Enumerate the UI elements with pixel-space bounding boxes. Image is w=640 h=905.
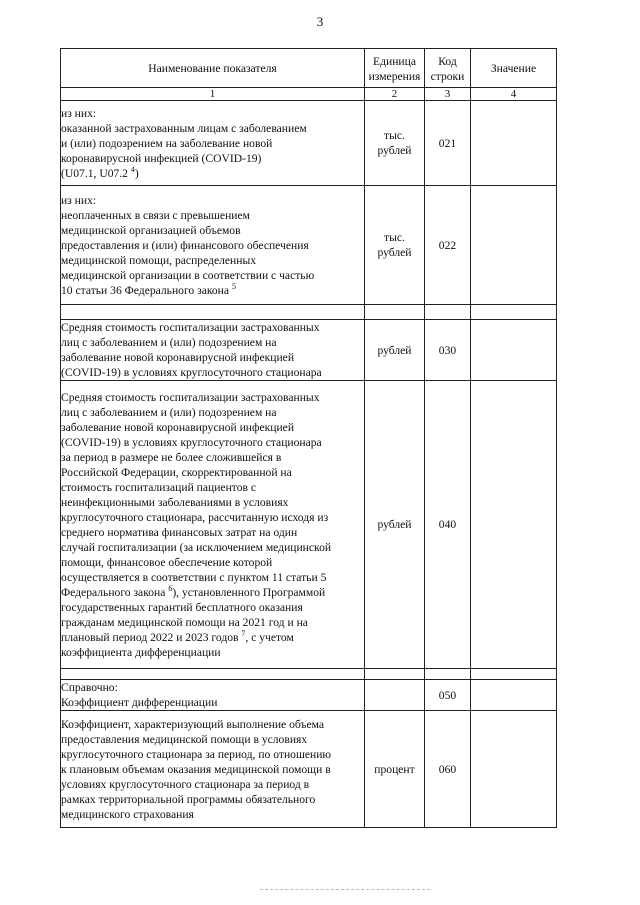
table-row-050 (61, 680, 557, 711)
indicator-line: коронавирусной инфекцией (COVID-19) (61, 151, 262, 165)
indicator-line (61, 283, 364, 298)
indicator-text: 10 статьи 36 Федерального закона (61, 283, 230, 297)
indicator-line: коэффициента дифференциации (61, 645, 221, 659)
row-code: 060 (425, 711, 471, 828)
indicator-text: плановый период 2022 и 2023 годов (61, 630, 239, 644)
table-row-030 (61, 320, 557, 381)
row-code: 022 (425, 186, 471, 305)
empty-cell (61, 305, 365, 320)
indicator-line (61, 585, 364, 600)
page-number: 3 (316, 14, 324, 29)
indicator-line: из них: (61, 106, 97, 120)
value-cell[interactable] (471, 680, 557, 711)
indicator-line: неоплаченных в связи с превышением (61, 208, 250, 222)
indicator-line: Средняя стоимость госпитализации застрахованных (61, 321, 320, 334)
footnote-marker: 5 (231, 281, 236, 291)
column-number: 2 (365, 88, 425, 101)
indicator-line: к плановым объемам оказания медицинской помощи в (61, 762, 331, 776)
indicator-line: рамках территориальной программы обязательного (61, 792, 316, 806)
indicator-line: заболевание новой коронавирусной инфекцией (61, 351, 295, 364)
indicator-line: и (или) подозрением на заболевание новой (61, 136, 273, 150)
indicator-line: (COVID-19) в условиях круглосуточного стационара (61, 366, 322, 379)
unit-cell: рублей (365, 320, 425, 381)
header-code-line: Код (438, 54, 457, 68)
unit-cell (365, 101, 425, 186)
indicator-line: стоимость госпитализаций пациентов с (61, 480, 257, 494)
indicator-name (61, 381, 365, 669)
header-value: Значение (471, 49, 557, 88)
indicator-line: случай госпитализации (за исключением медицинской (61, 540, 332, 554)
table-row-060 (61, 711, 557, 828)
indicator-line: помощи, финансовое обеспечение которой (61, 555, 273, 569)
column-number: 3 (425, 88, 471, 101)
report-table (60, 48, 557, 828)
indicator-line: осуществляется в соответствии с пунктом 11 статьи 5 (61, 570, 327, 584)
column-numbers-row (61, 88, 557, 101)
empty-cell (365, 669, 425, 680)
value-cell[interactable] (471, 381, 557, 669)
indicator-line: предоставления и (или) финансового обеспечения (61, 238, 309, 252)
header-row-code (425, 49, 471, 88)
empty-cell (365, 305, 425, 320)
table-row-021 (61, 101, 557, 186)
empty-cell (471, 669, 557, 680)
empty-cell (61, 669, 365, 680)
indicator-text: , с учетом (245, 630, 294, 644)
value-cell[interactable] (471, 320, 557, 381)
indicator-line: (COVID-19) в условиях круглосуточного стационара (61, 435, 322, 449)
indicator-line (61, 630, 364, 645)
indicator-line: Справочно: (61, 681, 118, 694)
scan-artifact-line (260, 889, 430, 890)
unit-cell (365, 680, 425, 711)
footnote-marker: 6 (168, 583, 173, 593)
unit-cell (365, 186, 425, 305)
indicator-line: круглосуточного стационара, рассчитанную исходя из (61, 510, 329, 524)
indicator-line: заболевание новой коронавирусной инфекцией (61, 420, 295, 434)
value-cell[interactable] (471, 101, 557, 186)
indicator-line: Коэффициент, характеризующий выполнение объема (61, 717, 325, 731)
indicator-name (61, 680, 365, 711)
indicator-line: из них: (61, 193, 97, 207)
header-indicator-name: Наименование показателя (61, 49, 365, 88)
empty-cell (425, 669, 471, 680)
indicator-line: условиях круглосуточного стационара за период в (61, 777, 310, 791)
header-code-line: строки (430, 69, 465, 83)
indicator-line: Средняя стоимость госпитализации застрахованных (61, 390, 320, 404)
empty-row (61, 305, 557, 320)
indicator-line: медицинской организацией объемов (61, 223, 241, 237)
indicator-name (61, 711, 365, 828)
indicator-line: лиц с заболеванием и (или) подозрением на (61, 405, 277, 419)
indicator-line: медицинской помощи, распределенных (61, 253, 257, 267)
value-cell[interactable] (471, 711, 557, 828)
indicator-line: Коэффициент дифференциации (61, 696, 218, 709)
indicator-name (61, 320, 365, 381)
unit-cell: процент (365, 711, 425, 828)
indicator-line: лиц с заболеванием и (или) подозрением на (61, 336, 277, 349)
row-code: 050 (425, 680, 471, 711)
indicator-line: государственных гарантий бесплатного оказания (61, 600, 303, 614)
indicator-line: за период в размере не более сложившейся в (61, 450, 282, 464)
indicator-line: неинфекционными заболеваниями в условиях (61, 495, 289, 509)
indicator-line: оказанной застрахованным лицам с заболеванием (61, 121, 307, 135)
indicator-text: (U07.1, U07.2 (61, 166, 128, 180)
unit-cell: рублей (365, 381, 425, 669)
indicator-line: предоставления медицинской помощи в условиях (61, 732, 308, 746)
row-code: 021 (425, 101, 471, 186)
indicator-name (61, 101, 365, 186)
indicator-line: медицинской организации в соответствии с частью (61, 268, 315, 282)
indicator-text: ), установленного Программой (172, 585, 326, 599)
indicator-line: медицинского страхования (61, 807, 194, 821)
table-row-040 (61, 381, 557, 669)
empty-row (61, 669, 557, 680)
column-number: 4 (471, 88, 557, 101)
table-row-022 (61, 186, 557, 305)
indicator-name (61, 186, 365, 305)
indicator-line: круглосуточного стационара за период, по отношению (61, 747, 332, 761)
header-unit-line: измерения (368, 69, 421, 83)
indicator-line: среднего норматива финансовых затрат на один (61, 525, 298, 539)
indicator-text: ) (134, 166, 139, 180)
unit-line: тыс. (384, 231, 405, 244)
empty-cell (471, 305, 557, 320)
footnote-marker: 4 (130, 164, 135, 174)
empty-cell (425, 305, 471, 320)
header-unit (365, 49, 425, 88)
value-cell[interactable] (471, 186, 557, 305)
footnote-marker: 7 (241, 628, 246, 638)
indicator-line (61, 166, 364, 181)
unit-line: рублей (377, 246, 412, 259)
indicator-line: Российской Федерации, скорректированной на (61, 465, 292, 479)
unit-line: рублей (377, 144, 412, 157)
indicator-line: гражданам медицинской помощи на 2021 год и на (61, 615, 308, 629)
row-code: 040 (425, 381, 471, 669)
row-code: 030 (425, 320, 471, 381)
unit-line: тыс. (384, 129, 405, 142)
indicator-text: Федерального закона (61, 585, 166, 599)
table-header-row (61, 49, 557, 88)
header-unit-line: Единица (373, 54, 416, 68)
column-number: 1 (61, 88, 365, 101)
